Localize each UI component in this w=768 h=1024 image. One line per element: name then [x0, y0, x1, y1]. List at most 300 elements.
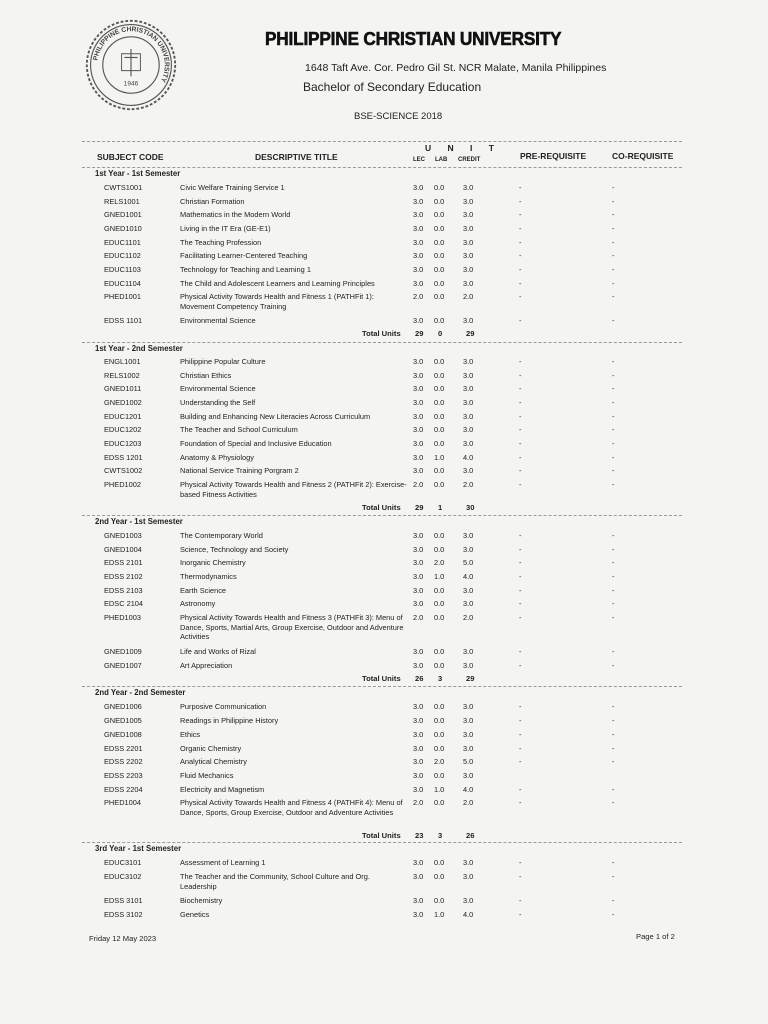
subject-code: GNED1008 [104, 730, 142, 739]
credit-units: 3.0 [463, 744, 474, 753]
descriptive-title: The Contemporary World [180, 531, 263, 540]
co-requisite: - [612, 197, 615, 206]
lab-units: 1.0 [434, 785, 445, 794]
descriptive-title: Life and Works of Rizal [180, 647, 256, 656]
descriptive-title: Facilitating Learner-Centered Teaching [180, 251, 308, 260]
lab-units: 0.0 [434, 425, 445, 434]
pre-requisite: - [519, 586, 522, 595]
university-address: 1648 Taft Ave. Cor. Pedro Gil St. NCR Malate, Manila Philippines [305, 62, 607, 74]
pre-requisite: - [519, 265, 522, 274]
credit-units: 3.0 [463, 771, 474, 780]
subject-code: EDUC3102 [104, 872, 142, 881]
pre-requisite: - [519, 545, 522, 554]
lec-units: 3.0 [413, 785, 424, 794]
pre-requisite: - [519, 371, 522, 380]
lab-units: 0.0 [434, 702, 445, 711]
pre-requisite: - [519, 531, 522, 540]
co-requisite: - [612, 398, 615, 407]
credit-units: 3.0 [463, 425, 474, 434]
pre-requisite: - [519, 716, 522, 725]
total-lab: 3 [438, 831, 443, 840]
co-requisite: - [612, 412, 615, 421]
credit-units: 3.0 [463, 197, 474, 206]
footer-page-number: Page 1 of 2 [636, 932, 675, 941]
credit-units: 3.0 [463, 896, 474, 905]
semester-rule [82, 842, 682, 843]
semester-heading: 3rd Year - 1st Semester [95, 844, 182, 853]
lec-units: 3.0 [413, 251, 424, 260]
total-units-label: Total Units [362, 674, 401, 683]
pre-requisite: - [519, 466, 522, 475]
lab-units: 1.0 [434, 572, 445, 581]
descriptive-title: Civic Welfare Training Service 1 [180, 183, 285, 192]
descriptive-title: Purposive Communication [180, 702, 267, 711]
credit-units: 3.0 [463, 279, 474, 288]
lec-units: 3.0 [413, 265, 424, 274]
descriptive-title: Foundation of Special and Inclusive Education [180, 439, 332, 448]
lab-units: 0.0 [434, 613, 445, 622]
lab-units: 0.0 [434, 771, 445, 780]
credit-units: 3.0 [463, 371, 474, 380]
descriptive-title: Electricity and Magnetism [180, 785, 265, 794]
credit-units: 5.0 [463, 558, 474, 567]
descriptive-title: Building and Enhancing New Literacies Across Curriculum [180, 412, 371, 421]
descriptive-title: Science, Technology and Society [180, 545, 289, 554]
credit-units: 5.0 [463, 757, 474, 766]
lab-units: 0.0 [434, 545, 445, 554]
descriptive-title: Physical Activity Towards Health and Fitness 2 (PATHFit 2): Exercise-based Fitness Activities [180, 480, 407, 499]
pre-requisite: - [519, 197, 522, 206]
descriptive-title: Ethics [180, 730, 201, 739]
subject-code: GNED1007 [104, 661, 142, 670]
co-requisite: - [612, 238, 615, 247]
subject-code: EDSS 3101 [104, 896, 143, 905]
co-requisite: - [612, 613, 615, 622]
column-header-lab: LAB [435, 157, 448, 163]
credit-units: 3.0 [463, 265, 474, 274]
subject-code: EDSS 1101 [104, 316, 143, 325]
lab-units: 0.0 [434, 480, 445, 489]
lec-units: 3.0 [413, 757, 424, 766]
lab-units: 0.0 [434, 647, 445, 656]
pre-requisite: - [519, 785, 522, 794]
pre-requisite: - [519, 412, 522, 421]
pre-requisite: - [519, 224, 522, 233]
lec-units: 3.0 [413, 771, 424, 780]
semester-heading: 1st Year - 1st Semester [95, 169, 181, 178]
total-units-label: Total Units [362, 831, 401, 840]
descriptive-title: Environmental Science [180, 384, 256, 393]
lab-units: 0.0 [434, 265, 445, 274]
subject-code: EDSS 1201 [104, 453, 143, 462]
lec-units: 3.0 [413, 572, 424, 581]
lec-units: 3.0 [413, 896, 424, 905]
column-header-pre-requisite: PRE-REQUISITE [520, 151, 587, 161]
pre-requisite: - [519, 744, 522, 753]
subject-code: EDUC3101 [104, 858, 142, 867]
lec-units: 3.0 [413, 531, 424, 540]
descriptive-title: Mathematics in the Modern World [180, 210, 291, 219]
lec-units: 3.0 [413, 586, 424, 595]
lec-units: 3.0 [413, 716, 424, 725]
credit-units: 3.0 [463, 224, 474, 233]
co-requisite: - [612, 647, 615, 656]
co-requisite: - [612, 558, 615, 567]
descriptive-title: Christian Ethics [180, 371, 232, 380]
lab-units: 0.0 [434, 316, 445, 325]
lab-units: 0.0 [434, 439, 445, 448]
total-credit: 29 [466, 674, 475, 683]
credit-units: 3.0 [463, 647, 474, 656]
pre-requisite: - [519, 384, 522, 393]
lab-units: 0.0 [434, 384, 445, 393]
co-requisite: - [612, 744, 615, 753]
descriptive-title: Biochemistry [180, 896, 223, 905]
total-lab: 0 [438, 329, 443, 338]
lab-units: 0.0 [434, 744, 445, 753]
lec-units: 3.0 [413, 316, 424, 325]
subject-code: PHED1004 [104, 798, 141, 807]
co-requisite: - [612, 371, 615, 380]
descriptive-title: Genetics [180, 910, 210, 919]
credit-units: 3.0 [463, 702, 474, 711]
lab-units: 0.0 [434, 599, 445, 608]
total-units-label: Total Units [362, 503, 401, 512]
subject-code: EDUC1102 [104, 251, 141, 260]
subject-code: EDUC1104 [104, 279, 141, 288]
descriptive-title: The Child and Adolescent Learners and Learning Principles [180, 279, 375, 288]
co-requisite: - [612, 702, 615, 711]
lec-units: 3.0 [413, 702, 424, 711]
lec-units: 3.0 [413, 210, 424, 219]
lec-units: 2.0 [413, 480, 424, 489]
total-credit: 30 [466, 503, 475, 512]
credit-units: 2.0 [463, 798, 474, 807]
program-name: Bachelor of Secondary Education [303, 80, 482, 94]
lec-units: 3.0 [413, 384, 424, 393]
co-requisite: - [612, 872, 615, 881]
credit-units: 3.0 [463, 466, 474, 475]
subject-code: ENGL1001 [104, 357, 141, 366]
co-requisite: - [612, 439, 615, 448]
pre-requisite: - [519, 730, 522, 739]
subject-code: GNED1005 [104, 716, 142, 725]
co-requisite: - [612, 798, 615, 807]
column-header-lec: LEC [413, 157, 425, 163]
column-header-co-requisite: CO-REQUISITE [612, 151, 674, 161]
lec-units: 3.0 [413, 466, 424, 475]
credit-units: 3.0 [463, 183, 474, 192]
co-requisite: - [612, 265, 615, 274]
lab-units: 0.0 [434, 183, 445, 192]
subject-code: GNED1002 [104, 398, 142, 407]
descriptive-title: Inorganic Chemistry [180, 558, 246, 567]
lec-units: 3.0 [413, 238, 424, 247]
credit-units: 2.0 [463, 480, 474, 489]
subject-code: GNED1010 [104, 224, 142, 233]
co-requisite: - [612, 279, 615, 288]
subject-code: PHED1002 [104, 480, 141, 489]
lab-units: 0.0 [434, 412, 445, 421]
co-requisite: - [612, 545, 615, 554]
lec-units: 3.0 [413, 858, 424, 867]
descriptive-title: National Service Training Porgram 2 [180, 466, 299, 475]
co-requisite: - [612, 661, 615, 670]
subject-code: EDSS 2101 [104, 558, 143, 567]
curriculum-code: BSE-SCIENCE 2018 [354, 111, 443, 122]
lab-units: 0.0 [434, 661, 445, 670]
lab-units: 0.0 [434, 730, 445, 739]
pre-requisite: - [519, 910, 522, 919]
pre-requisite: - [519, 702, 522, 711]
descriptive-title: The Teacher and the Community, School Culture and Org. Leadership [180, 872, 370, 891]
pre-requisite: - [519, 292, 522, 301]
credit-units: 3.0 [463, 716, 474, 725]
lec-units: 3.0 [413, 558, 424, 567]
descriptive-title: Physical Activity Towards Health and Fitness 3 (PATHFit 3): Menu of Dance, Sports, Martial Arts, Group Exercise, Outdoor and Adventure Activities [180, 613, 404, 642]
credit-units: 2.0 [463, 613, 474, 622]
co-requisite: - [612, 531, 615, 540]
credit-units: 3.0 [463, 439, 474, 448]
co-requisite: - [612, 716, 615, 725]
descriptive-title: Understanding the Self [180, 398, 256, 407]
lab-units: 0.0 [434, 896, 445, 905]
lec-units: 2.0 [413, 798, 424, 807]
lab-units: 1.0 [434, 453, 445, 462]
credit-units: 3.0 [463, 599, 474, 608]
descriptive-title: Fluid Mechanics [180, 771, 234, 780]
pre-requisite: - [519, 896, 522, 905]
total-lec: 29 [415, 503, 424, 512]
descriptive-title: Assessment of Learning 1 [180, 858, 266, 867]
subject-code: GNED1006 [104, 702, 142, 711]
lab-units: 2.0 [434, 558, 445, 567]
lab-units: 0.0 [434, 716, 445, 725]
subject-code: EDUC1103 [104, 265, 141, 274]
co-requisite: - [612, 858, 615, 867]
credit-units: 3.0 [463, 238, 474, 247]
lec-units: 3.0 [413, 453, 424, 462]
pre-requisite: - [519, 599, 522, 608]
lab-units: 1.0 [434, 910, 445, 919]
total-lab: 3 [438, 674, 443, 683]
lab-units: 0.0 [434, 238, 445, 247]
lec-units: 3.0 [413, 279, 424, 288]
lec-units: 3.0 [413, 545, 424, 554]
descriptive-title: Thermodynamics [180, 572, 237, 581]
subject-code: EDUC1203 [104, 439, 142, 448]
pre-requisite: - [519, 757, 522, 766]
lab-units: 0.0 [434, 586, 445, 595]
lab-units: 0.0 [434, 371, 445, 380]
semester-rule [82, 686, 682, 687]
pre-requisite: - [519, 661, 522, 670]
lec-units: 3.0 [413, 224, 424, 233]
subject-code: GNED1009 [104, 647, 142, 656]
lec-units: 3.0 [413, 872, 424, 881]
credit-units: 4.0 [463, 910, 474, 919]
lec-units: 3.0 [413, 439, 424, 448]
co-requisite: - [612, 785, 615, 794]
descriptive-title: Physical Activity Towards Health and Fitness 4 (PATHFit 4): Menu of Dance, Sports, Group Exercise, Outdoor and Adventure Activities [180, 798, 403, 817]
pre-requisite: - [519, 316, 522, 325]
pre-requisite: - [519, 238, 522, 247]
credit-units: 3.0 [463, 398, 474, 407]
co-requisite: - [612, 292, 615, 301]
co-requisite: - [612, 586, 615, 595]
descriptive-title: Art Appreciation [180, 661, 233, 670]
semester-rule [82, 167, 682, 168]
descriptive-title: Physical Activity Towards Health and Fitness 1 (PATHFit 1): Movement Competency Training [180, 292, 374, 311]
descriptive-title: Organic Chemistry [180, 744, 242, 753]
subject-code: EDSS 2203 [104, 771, 143, 780]
total-lec: 23 [415, 831, 424, 840]
subject-code: EDUC1202 [104, 425, 142, 434]
semester-heading: 2nd Year - 2nd Semester [95, 688, 186, 697]
pre-requisite: - [519, 858, 522, 867]
descriptive-title: Readings in Philippine History [180, 716, 279, 725]
university-name: PHILIPPINE CHRISTIAN UNIVERSITY [265, 28, 562, 49]
credit-units: 3.0 [463, 730, 474, 739]
seal-ring-text: PHILIPPINE CHRISTIAN UNIVERSITY [92, 26, 170, 84]
subject-code: EDUC1201 [104, 412, 142, 421]
column-header-descriptive-title: DESCRIPTIVE TITLE [255, 152, 338, 162]
co-requisite: - [612, 730, 615, 739]
descriptive-title: Earth Science [180, 586, 227, 595]
credit-units: 3.0 [463, 858, 474, 867]
subject-code: GNED1011 [104, 384, 142, 393]
co-requisite: - [612, 224, 615, 233]
co-requisite: - [612, 896, 615, 905]
lec-units: 3.0 [413, 744, 424, 753]
lab-units: 0.0 [434, 210, 445, 219]
subject-code: CWTS1002 [104, 466, 143, 475]
credit-units: 3.0 [463, 357, 474, 366]
credit-units: 4.0 [463, 453, 474, 462]
descriptive-title: The Teacher and School Curriculum [180, 425, 298, 434]
co-requisite: - [612, 316, 615, 325]
co-requisite: - [612, 572, 615, 581]
lab-units: 0.0 [434, 872, 445, 881]
lec-units: 2.0 [413, 613, 424, 622]
descriptive-title: Philippine Popular Culture [180, 357, 266, 366]
subject-code: PHED1001 [104, 292, 141, 301]
pre-requisite: - [519, 251, 522, 260]
credit-units: 2.0 [463, 292, 474, 301]
descriptive-title: Environmental Science [180, 316, 256, 325]
total-credit: 29 [466, 329, 475, 338]
descriptive-title: Technology for Teaching and Learning 1 [180, 265, 311, 274]
lec-units: 3.0 [413, 599, 424, 608]
descriptive-title: Astronomy [180, 599, 216, 608]
descriptive-title: Analytical Chemistry [180, 757, 247, 766]
co-requisite: - [612, 357, 615, 366]
university-seal-icon [84, 18, 178, 112]
semester-heading: 1st Year - 2nd Semester [95, 344, 183, 353]
co-requisite: - [612, 210, 615, 219]
lec-units: 3.0 [413, 398, 424, 407]
subject-code: GNED1004 [104, 545, 142, 554]
lab-units: 0.0 [434, 197, 445, 206]
co-requisite: - [612, 384, 615, 393]
table-top-rule [82, 141, 682, 142]
subject-code: EDSS 2201 [104, 744, 143, 753]
column-header-unit: U N I T [425, 143, 501, 153]
total-lab: 1 [438, 503, 443, 512]
pre-requisite: - [519, 425, 522, 434]
subject-code: EDUC1101 [104, 238, 141, 247]
subject-code: GNED1001 [104, 210, 142, 219]
lec-units: 2.0 [413, 292, 424, 301]
credit-units: 4.0 [463, 785, 474, 794]
lec-units: 3.0 [413, 412, 424, 421]
pre-requisite: - [519, 798, 522, 807]
co-requisite: - [612, 599, 615, 608]
lab-units: 2.0 [434, 757, 445, 766]
lec-units: 3.0 [413, 647, 424, 656]
lec-units: 3.0 [413, 183, 424, 192]
pre-requisite: - [519, 872, 522, 881]
lab-units: 0.0 [434, 292, 445, 301]
subject-code: EDSS 2103 [104, 586, 143, 595]
credit-units: 3.0 [463, 531, 474, 540]
co-requisite: - [612, 480, 615, 489]
pre-requisite: - [519, 439, 522, 448]
descriptive-title: Living in the IT Era (GE-E1) [180, 224, 271, 233]
co-requisite: - [612, 757, 615, 766]
lec-units: 3.0 [413, 661, 424, 670]
credit-units: 3.0 [463, 661, 474, 670]
footer-date: Friday 12 May 2023 [89, 934, 157, 943]
pre-requisite: - [519, 398, 522, 407]
co-requisite: - [612, 425, 615, 434]
subject-code: RELS1002 [104, 371, 140, 380]
subject-code: EDSC 2104 [104, 599, 144, 608]
lab-units: 0.0 [434, 279, 445, 288]
credit-units: 4.0 [463, 572, 474, 581]
lab-units: 0.0 [434, 858, 445, 867]
lec-units: 3.0 [413, 910, 424, 919]
credit-units: 3.0 [463, 210, 474, 219]
credit-units: 3.0 [463, 872, 474, 881]
pre-requisite: - [519, 647, 522, 656]
credit-units: 3.0 [463, 545, 474, 554]
lec-units: 3.0 [413, 357, 424, 366]
pre-requisite: - [519, 210, 522, 219]
pre-requisite: - [519, 453, 522, 462]
credit-units: 3.0 [463, 316, 474, 325]
subject-code: EDSS 2102 [104, 572, 143, 581]
pre-requisite: - [519, 613, 522, 622]
total-lec: 26 [415, 674, 424, 683]
subject-code: PHED1003 [104, 613, 141, 622]
descriptive-title: Christian Formation [180, 197, 245, 206]
subject-code: EDSS 3102 [104, 910, 143, 919]
lab-units: 0.0 [434, 398, 445, 407]
co-requisite: - [612, 453, 615, 462]
total-units-label: Total Units [362, 329, 401, 338]
subject-code: GNED1003 [104, 531, 142, 540]
descriptive-title: Anatomy & Physiology [180, 453, 254, 462]
credit-units: 3.0 [463, 384, 474, 393]
subject-code: EDSS 2202 [104, 757, 143, 766]
credit-units: 3.0 [463, 412, 474, 421]
pre-requisite: - [519, 558, 522, 567]
lec-units: 3.0 [413, 425, 424, 434]
column-header-credit: CREDIT [458, 157, 481, 163]
credit-units: 3.0 [463, 251, 474, 260]
lab-units: 0.0 [434, 466, 445, 475]
